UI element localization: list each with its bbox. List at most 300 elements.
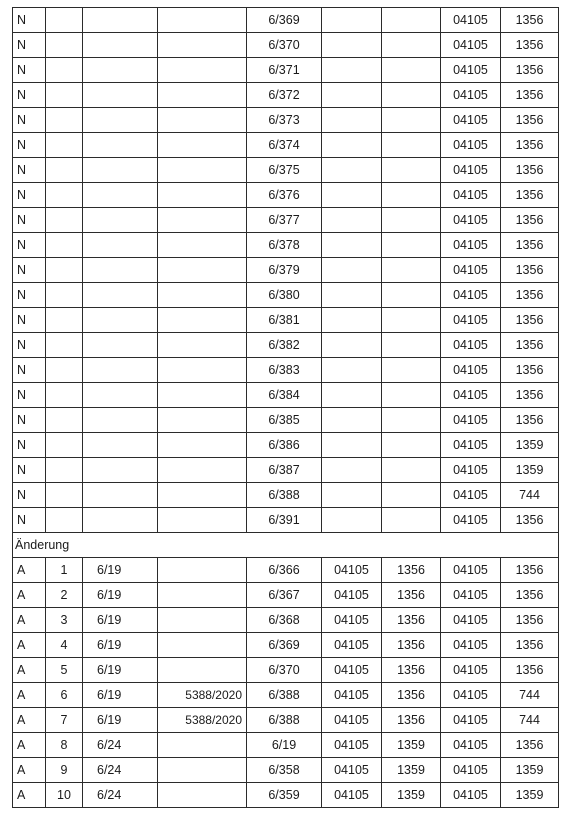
change-type-cell: N	[13, 308, 46, 333]
change-type-cell: N	[13, 483, 46, 508]
reference-parcel-cell: 6/370	[247, 658, 322, 683]
district-cell	[322, 183, 382, 208]
seq-number-cell: 6	[46, 683, 83, 708]
seq-number-cell	[46, 308, 83, 333]
flur-cell: 1356	[382, 708, 441, 733]
change-type-cell: N	[13, 358, 46, 383]
table-row	[13, 683, 559, 708]
district-cell-2: 04105	[441, 433, 501, 458]
case-number-cell	[158, 358, 247, 383]
parcel-cell: 6/24	[83, 783, 158, 808]
district-cell-2: 04105	[441, 458, 501, 483]
district-cell: 04105	[322, 583, 382, 608]
table-row	[13, 508, 559, 533]
flur-cell-2: 1356	[501, 308, 559, 333]
district-cell-2: 04105	[441, 133, 501, 158]
parcel-cell	[83, 58, 158, 83]
reference-parcel-cell: 6/359	[247, 783, 322, 808]
district-cell-2: 04105	[441, 358, 501, 383]
seq-number-cell: 4	[46, 633, 83, 658]
case-number-cell: 5388/2020	[158, 708, 247, 733]
table-row	[13, 83, 559, 108]
district-cell	[322, 483, 382, 508]
district-cell-2: 04105	[441, 208, 501, 233]
district-cell-2: 04105	[441, 158, 501, 183]
case-number-cell	[158, 658, 247, 683]
section-row	[13, 533, 559, 558]
seq-number-cell: 9	[46, 758, 83, 783]
parcel-cell	[83, 208, 158, 233]
flur-cell-2: 1356	[501, 283, 559, 308]
district-cell	[322, 8, 382, 33]
seq-number-cell	[46, 233, 83, 258]
flur-cell	[382, 458, 441, 483]
change-type-cell: N	[13, 383, 46, 408]
district-cell-2: 04105	[441, 283, 501, 308]
seq-number-cell	[46, 358, 83, 383]
flur-cell	[382, 8, 441, 33]
parcel-cell	[83, 108, 158, 133]
flur-cell: 1356	[382, 683, 441, 708]
change-type-cell: N	[13, 58, 46, 83]
flur-cell-2: 1356	[501, 558, 559, 583]
reference-parcel-cell: 6/19	[247, 733, 322, 758]
change-type-cell: N	[13, 458, 46, 483]
flur-cell-2: 1356	[501, 583, 559, 608]
district-cell-2: 04105	[441, 8, 501, 33]
parcel-cell	[83, 283, 158, 308]
case-number-cell	[158, 483, 247, 508]
district-cell-2: 04105	[441, 383, 501, 408]
table-row	[13, 333, 559, 358]
flur-cell	[382, 233, 441, 258]
flur-cell-2: 1356	[501, 108, 559, 133]
flur-cell-2: 1359	[501, 458, 559, 483]
district-cell-2: 04105	[441, 633, 501, 658]
change-type-cell: N	[13, 283, 46, 308]
district-cell	[322, 408, 382, 433]
flur-cell	[382, 258, 441, 283]
flur-cell: 1359	[382, 733, 441, 758]
district-cell: 04105	[322, 708, 382, 733]
case-number-cell	[158, 383, 247, 408]
parcel-cell	[83, 483, 158, 508]
flur-cell	[382, 108, 441, 133]
flur-cell-2: 1356	[501, 508, 559, 533]
seq-number-cell	[46, 433, 83, 458]
district-cell: 04105	[322, 608, 382, 633]
change-type-cell: N	[13, 333, 46, 358]
table-row	[13, 58, 559, 83]
parcel-cell: 6/19	[83, 608, 158, 633]
seq-number-cell: 2	[46, 583, 83, 608]
reference-parcel-cell: 6/386	[247, 433, 322, 458]
table-row	[13, 8, 559, 33]
district-cell	[322, 108, 382, 133]
district-cell	[322, 458, 382, 483]
district-cell-2: 04105	[441, 308, 501, 333]
district-cell: 04105	[322, 733, 382, 758]
change-type-cell: N	[13, 158, 46, 183]
seq-number-cell	[46, 33, 83, 58]
seq-number-cell	[46, 8, 83, 33]
change-type-cell: N	[13, 133, 46, 158]
case-number-cell: 5388/2020	[158, 683, 247, 708]
table-row	[13, 158, 559, 183]
flur-cell	[382, 508, 441, 533]
reference-parcel-cell: 6/376	[247, 183, 322, 208]
table-body	[13, 8, 559, 808]
change-type-cell: A	[13, 608, 46, 633]
case-number-cell	[158, 458, 247, 483]
district-cell	[322, 133, 382, 158]
reference-parcel-cell: 6/369	[247, 633, 322, 658]
reference-parcel-cell: 6/358	[247, 758, 322, 783]
flur-cell	[382, 433, 441, 458]
case-number-cell	[158, 308, 247, 333]
table-row	[13, 108, 559, 133]
flur-cell-2: 1356	[501, 158, 559, 183]
district-cell-2: 04105	[441, 58, 501, 83]
flur-cell: 1356	[382, 608, 441, 633]
parcel-table-sheet	[12, 7, 558, 808]
district-cell-2: 04105	[441, 783, 501, 808]
flur-cell-2: 1356	[501, 208, 559, 233]
district-cell	[322, 433, 382, 458]
flur-cell-2: 1356	[501, 33, 559, 58]
reference-parcel-cell: 6/384	[247, 383, 322, 408]
table-row	[13, 733, 559, 758]
seq-number-cell: 3	[46, 608, 83, 633]
flur-cell-2: 744	[501, 483, 559, 508]
change-type-cell: N	[13, 258, 46, 283]
district-cell	[322, 33, 382, 58]
seq-number-cell	[46, 283, 83, 308]
seq-number-cell	[46, 458, 83, 483]
change-type-cell: N	[13, 233, 46, 258]
seq-number-cell	[46, 333, 83, 358]
reference-parcel-cell: 6/378	[247, 233, 322, 258]
reference-parcel-cell: 6/388	[247, 483, 322, 508]
case-number-cell	[158, 433, 247, 458]
case-number-cell	[158, 408, 247, 433]
flur-cell-2: 1356	[501, 258, 559, 283]
change-type-cell: A	[13, 658, 46, 683]
seq-number-cell	[46, 183, 83, 208]
district-cell	[322, 58, 382, 83]
table-row	[13, 583, 559, 608]
case-number-cell	[158, 108, 247, 133]
district-cell	[322, 258, 382, 283]
reference-parcel-cell: 6/387	[247, 458, 322, 483]
table-row	[13, 483, 559, 508]
reference-parcel-cell: 6/369	[247, 8, 322, 33]
district-cell-2: 04105	[441, 508, 501, 533]
change-type-cell: N	[13, 508, 46, 533]
table-row	[13, 633, 559, 658]
district-cell: 04105	[322, 758, 382, 783]
parcel-cell	[83, 458, 158, 483]
case-number-cell	[158, 558, 247, 583]
district-cell-2: 04105	[441, 483, 501, 508]
seq-number-cell	[46, 133, 83, 158]
seq-number-cell	[46, 58, 83, 83]
flur-cell	[382, 358, 441, 383]
reference-parcel-cell: 6/374	[247, 133, 322, 158]
district-cell-2: 04105	[441, 608, 501, 633]
parcel-cell: 6/19	[83, 658, 158, 683]
table-row	[13, 283, 559, 308]
district-cell: 04105	[322, 783, 382, 808]
district-cell-2: 04105	[441, 683, 501, 708]
reference-parcel-cell: 6/382	[247, 333, 322, 358]
case-number-cell	[158, 133, 247, 158]
seq-number-cell	[46, 408, 83, 433]
district-cell-2: 04105	[441, 758, 501, 783]
table-row	[13, 658, 559, 683]
reference-parcel-cell: 6/380	[247, 283, 322, 308]
district-cell	[322, 283, 382, 308]
flur-cell: 1356	[382, 583, 441, 608]
table-row	[13, 133, 559, 158]
flur-cell-2: 744	[501, 683, 559, 708]
reference-parcel-cell: 6/368	[247, 608, 322, 633]
table-row	[13, 383, 559, 408]
flur-cell	[382, 158, 441, 183]
parcel-cell	[83, 183, 158, 208]
parcel-cell	[83, 158, 158, 183]
flur-cell-2: 1356	[501, 358, 559, 383]
flur-cell	[382, 483, 441, 508]
seq-number-cell	[46, 258, 83, 283]
change-type-cell: N	[13, 433, 46, 458]
table-row	[13, 433, 559, 458]
parcel-cell	[83, 133, 158, 158]
flur-cell-2: 744	[501, 708, 559, 733]
flur-cell	[382, 308, 441, 333]
parcel-cell: 6/19	[83, 683, 158, 708]
seq-number-cell	[46, 83, 83, 108]
case-number-cell	[158, 283, 247, 308]
flur-cell: 1356	[382, 558, 441, 583]
parcel-cell	[83, 308, 158, 333]
flur-cell	[382, 133, 441, 158]
case-number-cell	[158, 783, 247, 808]
district-cell	[322, 508, 382, 533]
reference-parcel-cell: 6/391	[247, 508, 322, 533]
reference-parcel-cell: 6/367	[247, 583, 322, 608]
flur-cell: 1359	[382, 783, 441, 808]
parcel-cell: 6/19	[83, 708, 158, 733]
change-type-cell: N	[13, 108, 46, 133]
flur-cell-2: 1359	[501, 758, 559, 783]
table-row	[13, 458, 559, 483]
change-type-cell: N	[13, 183, 46, 208]
parcel-cell	[83, 333, 158, 358]
parcel-cell: 6/24	[83, 758, 158, 783]
table-row	[13, 358, 559, 383]
flur-cell	[382, 283, 441, 308]
reference-parcel-cell: 6/388	[247, 708, 322, 733]
flur-cell	[382, 33, 441, 58]
table-row	[13, 208, 559, 233]
case-number-cell	[158, 758, 247, 783]
change-type-cell: A	[13, 558, 46, 583]
table-row	[13, 758, 559, 783]
parcel-table	[12, 7, 559, 808]
reference-parcel-cell: 6/381	[247, 308, 322, 333]
district-cell-2: 04105	[441, 408, 501, 433]
flur-cell-2: 1359	[501, 783, 559, 808]
flur-cell	[382, 383, 441, 408]
change-type-cell: A	[13, 758, 46, 783]
parcel-cell	[83, 383, 158, 408]
reference-parcel-cell: 6/388	[247, 683, 322, 708]
flur-cell-2: 1356	[501, 408, 559, 433]
reference-parcel-cell: 6/377	[247, 208, 322, 233]
seq-number-cell: 7	[46, 708, 83, 733]
case-number-cell	[158, 183, 247, 208]
parcel-cell	[83, 83, 158, 108]
table-row	[13, 783, 559, 808]
reference-parcel-cell: 6/383	[247, 358, 322, 383]
district-cell: 04105	[322, 558, 382, 583]
flur-cell	[382, 208, 441, 233]
change-type-cell: N	[13, 208, 46, 233]
case-number-cell	[158, 83, 247, 108]
parcel-cell	[83, 358, 158, 383]
change-type-cell: N	[13, 83, 46, 108]
case-number-cell	[158, 583, 247, 608]
reference-parcel-cell: 6/372	[247, 83, 322, 108]
table-row	[13, 408, 559, 433]
table-row	[13, 233, 559, 258]
change-type-cell: A	[13, 683, 46, 708]
table-row	[13, 608, 559, 633]
district-cell-2: 04105	[441, 333, 501, 358]
case-number-cell	[158, 633, 247, 658]
seq-number-cell	[46, 383, 83, 408]
flur-cell-2: 1356	[501, 183, 559, 208]
case-number-cell	[158, 8, 247, 33]
district-cell-2: 04105	[441, 708, 501, 733]
section-heading: Änderung	[13, 533, 559, 558]
reference-parcel-cell: 6/379	[247, 258, 322, 283]
district-cell-2: 04105	[441, 33, 501, 58]
case-number-cell	[158, 508, 247, 533]
parcel-cell: 6/19	[83, 558, 158, 583]
district-cell	[322, 333, 382, 358]
flur-cell: 1356	[382, 633, 441, 658]
seq-number-cell: 5	[46, 658, 83, 683]
flur-cell-2: 1356	[501, 333, 559, 358]
flur-cell-2: 1356	[501, 133, 559, 158]
table-row	[13, 183, 559, 208]
reference-parcel-cell: 6/373	[247, 108, 322, 133]
flur-cell-2: 1356	[501, 8, 559, 33]
flur-cell-2: 1356	[501, 83, 559, 108]
change-type-cell: N	[13, 8, 46, 33]
reference-parcel-cell: 6/385	[247, 408, 322, 433]
case-number-cell	[158, 608, 247, 633]
case-number-cell	[158, 33, 247, 58]
flur-cell	[382, 408, 441, 433]
flur-cell-2: 1356	[501, 58, 559, 83]
parcel-cell: 6/19	[83, 583, 158, 608]
table-row	[13, 308, 559, 333]
table-row	[13, 33, 559, 58]
case-number-cell	[158, 58, 247, 83]
seq-number-cell	[46, 158, 83, 183]
seq-number-cell	[46, 508, 83, 533]
parcel-cell	[83, 408, 158, 433]
table-row	[13, 258, 559, 283]
flur-cell-2: 1356	[501, 658, 559, 683]
district-cell-2: 04105	[441, 183, 501, 208]
district-cell-2: 04105	[441, 733, 501, 758]
change-type-cell: A	[13, 633, 46, 658]
district-cell-2: 04105	[441, 258, 501, 283]
flur-cell	[382, 333, 441, 358]
flur-cell	[382, 58, 441, 83]
flur-cell: 1359	[382, 758, 441, 783]
parcel-cell: 6/19	[83, 633, 158, 658]
district-cell: 04105	[322, 633, 382, 658]
parcel-cell	[83, 233, 158, 258]
seq-number-cell	[46, 108, 83, 133]
flur-cell	[382, 83, 441, 108]
district-cell	[322, 83, 382, 108]
district-cell: 04105	[322, 683, 382, 708]
case-number-cell	[158, 158, 247, 183]
parcel-cell	[83, 258, 158, 283]
table-row	[13, 558, 559, 583]
change-type-cell: A	[13, 733, 46, 758]
case-number-cell	[158, 258, 247, 283]
seq-number-cell: 10	[46, 783, 83, 808]
case-number-cell	[158, 333, 247, 358]
seq-number-cell: 8	[46, 733, 83, 758]
district-cell-2: 04105	[441, 108, 501, 133]
reference-parcel-cell: 6/366	[247, 558, 322, 583]
district-cell	[322, 308, 382, 333]
reference-parcel-cell: 6/370	[247, 33, 322, 58]
reference-parcel-cell: 6/375	[247, 158, 322, 183]
case-number-cell	[158, 208, 247, 233]
district-cell-2: 04105	[441, 233, 501, 258]
district-cell-2: 04105	[441, 558, 501, 583]
district-cell	[322, 233, 382, 258]
district-cell	[322, 158, 382, 183]
parcel-cell	[83, 33, 158, 58]
parcel-cell: 6/24	[83, 733, 158, 758]
flur-cell: 1356	[382, 658, 441, 683]
district-cell	[322, 383, 382, 408]
flur-cell-2: 1356	[501, 383, 559, 408]
case-number-cell	[158, 233, 247, 258]
change-type-cell: N	[13, 33, 46, 58]
flur-cell-2: 1356	[501, 608, 559, 633]
seq-number-cell: 1	[46, 558, 83, 583]
seq-number-cell	[46, 483, 83, 508]
seq-number-cell	[46, 208, 83, 233]
district-cell-2: 04105	[441, 658, 501, 683]
flur-cell-2: 1359	[501, 433, 559, 458]
flur-cell-2: 1356	[501, 633, 559, 658]
change-type-cell: A	[13, 583, 46, 608]
flur-cell	[382, 183, 441, 208]
case-number-cell	[158, 733, 247, 758]
